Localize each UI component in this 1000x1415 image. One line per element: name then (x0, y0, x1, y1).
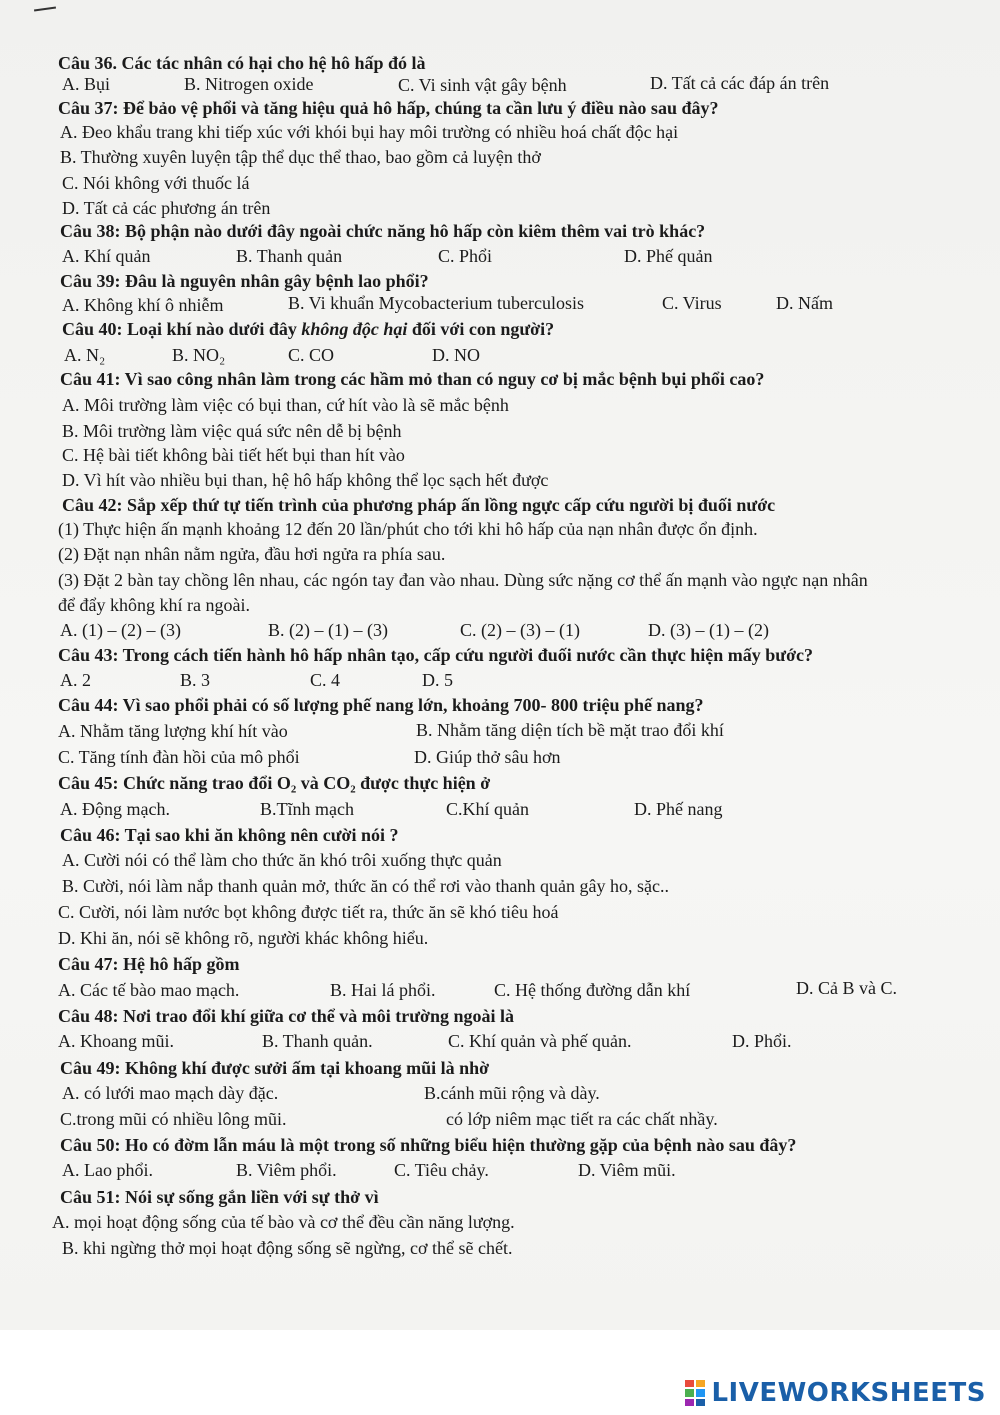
pen-mark (34, 6, 56, 11)
answer-option: A. Cười nói có thể làm cho thức ăn khó trôi xuống thực quản (62, 850, 502, 870)
answer-option: B. (2) – (1) – (3) (268, 620, 388, 640)
question-text: Câu 43: Trong cách tiến hành hô hấp nhân tạo, cấp cứu người đuối nước cần thực hiện mấy bước? (58, 645, 814, 665)
answer-option: B. Thanh quản. (262, 1031, 373, 1051)
answer-option: C. Virus (662, 293, 722, 313)
question-text: Câu 49: Không khí được sưởi ấm tại khoang mũi là nhờ (60, 1058, 490, 1078)
answer-option: B. Nitrogen oxide (184, 74, 314, 94)
answer-option: C.trong mũi có nhiều lông mũi. (60, 1109, 287, 1129)
answer-option: B. khi ngừng thở mọi hoạt động sống sẽ ngừng, cơ thể sẽ chết. (62, 1238, 513, 1258)
answer-option: C. Phổi (438, 246, 493, 266)
answer-option: C.Khí quản (446, 799, 529, 819)
answer-option: B. Viêm phổi. (236, 1160, 337, 1180)
question-text: Câu 37: Để bảo vệ phổi và tăng hiệu quả hô hấp, chúng ta cần lưu ý điều nào sau đây? (58, 98, 719, 118)
question-text: Câu 47: Hệ hô hấp gồm (58, 954, 240, 974)
answer-option: A. Khí quản (62, 246, 151, 266)
answer-option: A. Lao phổi. (62, 1160, 153, 1180)
answer-option: A. Các tế bào mao mạch. (58, 980, 240, 1000)
answer-option: A. 2 (60, 670, 91, 690)
answer-option: D. Vì hít vào nhiều bụi than, hệ hô hấp không thể lọc sạch hết được (62, 470, 549, 490)
answer-option: (2) Đặt nạn nhân nằm ngửa, đầu hơi ngửa ra phía sau. (58, 544, 446, 564)
question-text: Câu 44: Vì sao phổi phải có số lượng phế nang lớn, khoảng 700- 800 triệu phế nang? (58, 695, 704, 715)
question-text: Câu 45: Chức năng trao đổi O₂ và CO₂ được thực hiện ở (58, 773, 491, 793)
answer-option: D. Giúp thở sâu hơn (414, 747, 561, 767)
answer-option: C. Tăng tính đàn hồi của mô phổi (58, 747, 300, 767)
answer-option: để đẩy không khí ra ngoài. (58, 595, 250, 615)
answer-option: C. Hệ bài tiết không bài tiết hết bụi than hít vào (62, 445, 405, 465)
answer-option: D. Tất cả các phương án trên (62, 198, 271, 218)
answer-option: D. (3) – (1) – (2) (648, 620, 769, 640)
answer-option: B. NO₂ (172, 345, 226, 365)
answer-option: có lớp niêm mạc tiết ra các chất nhầy. (446, 1109, 718, 1129)
answer-option: D. Phế nang (634, 799, 723, 819)
logo-text: LIVEWORKSHEETS (711, 1378, 986, 1408)
logo-icon (685, 1380, 705, 1406)
answer-option: B. Môi trường làm việc quá sức nên dễ bị bệnh (62, 421, 402, 441)
answer-option: A. Bụi (62, 74, 111, 94)
question-text: Câu 38: Bộ phận nào dưới đây ngoài chức năng hô hấp còn kiêm thêm vai trò khác? (60, 221, 706, 241)
question-text: Câu 48: Nơi trao đổi khí giữa cơ thể và môi trường ngoài là (58, 1006, 515, 1026)
answer-option: D. Phế quản (624, 246, 713, 266)
question-text: Câu 46: Tại sao khi ăn không nên cười nói ? (60, 825, 399, 845)
question-text: Câu 50: Ho có đờm lẫn máu là một trong số những biểu hiện thường gặp của bệnh nào sau đây? (60, 1135, 797, 1155)
answer-option: C. Hệ thống đường dẫn khí (494, 980, 691, 1000)
answer-option: B.cánh mũi rộng và dày. (424, 1083, 600, 1103)
question-text: Câu 39: Đâu là nguyên nhân gây bệnh lao phổi? (60, 271, 429, 291)
answer-option: C. Cười, nói làm nước bọt không được tiết ra, thức ăn sẽ khó tiêu hoá (58, 902, 559, 922)
answer-option: A. N₂ (64, 345, 106, 365)
answer-option: B. Vi khuẩn Mycobacterium tuberculosis (288, 293, 585, 313)
answer-option: D. Nấm (776, 293, 833, 313)
answer-option: C. CO (288, 345, 335, 365)
answer-option: B.Tĩnh mạch (260, 799, 354, 819)
answer-option: (1) Thực hiện ấn mạnh khoảng 12 đến 20 lần/phút cho tới khi hô hấp của nạn nhân được ổn định. (58, 519, 758, 539)
answer-option: D. Phổi. (732, 1031, 792, 1051)
answer-option: D. 5 (422, 670, 453, 690)
answer-option: B. Cười, nói làm nắp thanh quản mở, thức ăn có thể rơi vào thanh quản gây ho, sặc.. (62, 876, 669, 896)
answer-option: A. có lưới mao mạch dày đặc. (62, 1083, 279, 1103)
question-text: Câu 36. Các tác nhân có hại cho hệ hô hấp đó là (58, 53, 426, 73)
question-text: Câu 40: Loại khí nào dưới đây không độc hại đối với con người? (62, 319, 555, 339)
question-text: Câu 41: Vì sao công nhân làm trong các hầm mỏ than có nguy cơ bị mắc bệnh bụi phổi cao? (60, 369, 765, 389)
question-text: Câu 51: Nói sự sống gắn liền với sự thở vì (60, 1187, 379, 1207)
answer-option: C. Nói không với thuốc lá (62, 173, 250, 193)
answer-option: B. Thường xuyên luyện tập thể dục thể thao, bao gồm cả luyện thở (60, 147, 541, 167)
answer-option: C. (2) – (3) – (1) (460, 620, 580, 640)
answer-option: D. Khi ăn, nói sẽ không rõ, người khác không hiểu. (58, 928, 429, 948)
answer-option: A. Khoang mũi. (58, 1031, 174, 1051)
answer-option: A. Không khí ô nhiễm (62, 295, 224, 315)
answer-option: D. Cả B và C. (796, 978, 897, 998)
answer-option: B. Thanh quản (236, 246, 343, 266)
answer-option: B. 3 (180, 670, 211, 690)
question-text: Câu 42: Sắp xếp thứ tự tiến trình của phương pháp ấn lồng ngực cấp cứu người bị đuối nước (62, 495, 776, 515)
answer-option: C. Tiêu chảy. (394, 1160, 489, 1180)
answer-option: (3) Đặt 2 bàn tay chồng lên nhau, các ngón tay đan vào nhau. Dùng sức nặng cơ thể ấn mạnh vào ngực nạn nhân (58, 570, 868, 590)
answer-option: B. Hai lá phổi. (330, 980, 436, 1000)
answer-option: C. 4 (310, 670, 341, 690)
answer-option: A. Động mạch. (60, 799, 170, 819)
answer-option: B. Nhằm tăng diện tích bề mặt trao đổi khí (416, 720, 724, 740)
liveworksheets-logo (685, 1378, 986, 1408)
answer-option: D. Tất cả các đáp án trên (650, 73, 830, 93)
answer-option: A. mọi hoạt động sống của tế bào và cơ thể đều cần năng lượng. (52, 1212, 515, 1232)
answer-option: A. Nhằm tăng lượng khí hít vào (58, 721, 288, 741)
answer-option: C. Vi sinh vật gây bệnh (398, 75, 567, 95)
answer-option: D. Viêm mũi. (578, 1160, 676, 1180)
answer-option: C. Khí quản và phế quản. (448, 1031, 632, 1051)
answer-option: A. (1) – (2) – (3) (60, 620, 181, 640)
answer-option: A. Môi trường làm việc có bụi than, cứ hít vào là sẽ mắc bệnh (62, 395, 509, 415)
answer-option: D. NO (432, 345, 480, 365)
answer-option: A. Đeo khẩu trang khi tiếp xúc với khói bụi hay môi trường có nhiều hoá chất độc hại (60, 122, 679, 142)
